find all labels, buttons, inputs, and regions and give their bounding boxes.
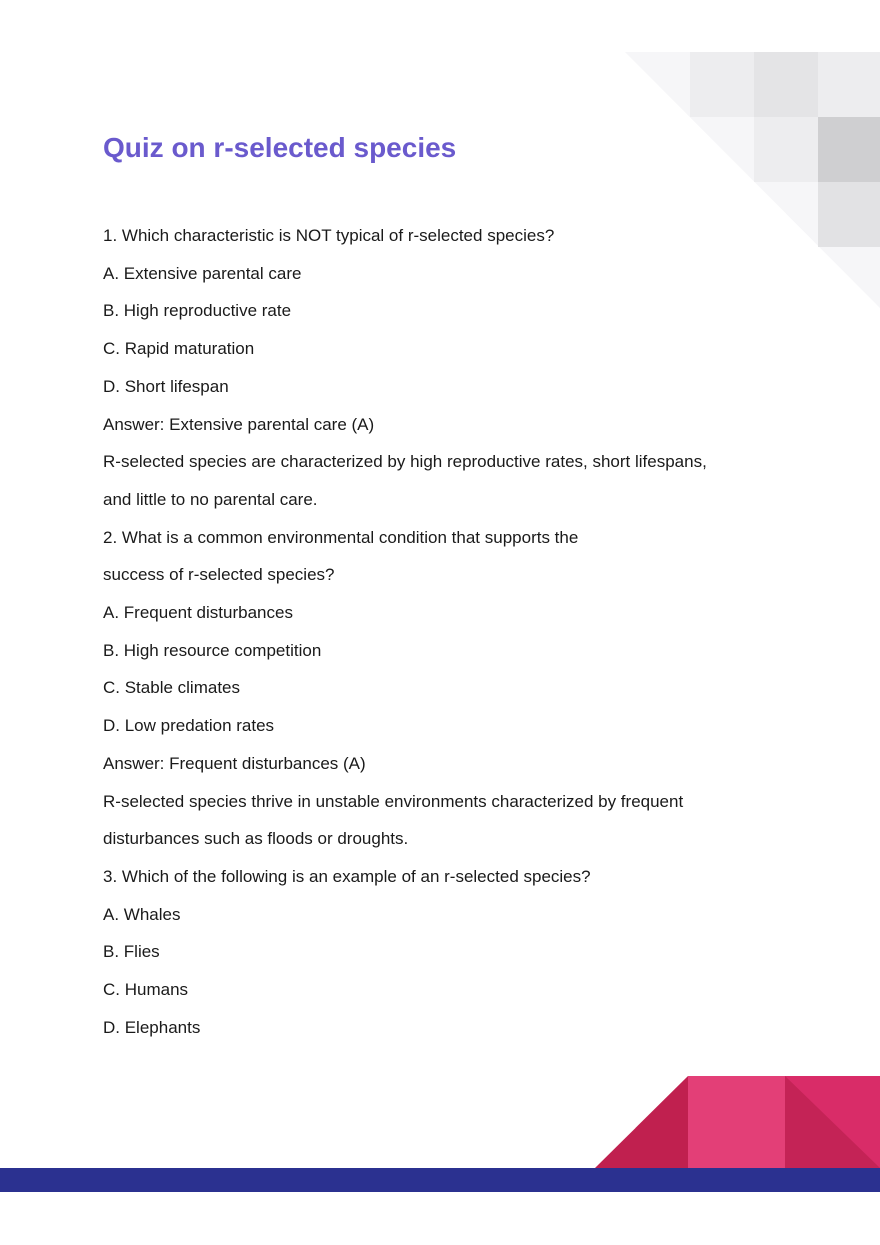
- question-3-option-d: D. Elephants: [103, 1017, 201, 1037]
- question-1-answer: Answer: Extensive parental care (A): [103, 414, 375, 434]
- bottom-corner-decoration: [0, 1060, 880, 1245]
- question-3-option-a: A. Whales: [103, 904, 181, 924]
- question-2-option-c: C. Stable climates: [103, 678, 240, 698]
- question-2-explanation: R-selected species thrive in unstable environments characterized by frequent: [103, 791, 684, 811]
- question-2-option-d: D. Low predation rates: [103, 716, 275, 736]
- question-1-text: 1. Which characteristic is NOT typical of r-selected species?: [103, 226, 555, 245]
- page-title: Quiz on r-selected species: [103, 132, 457, 163]
- question-1-option-a: A. Extensive parental care: [103, 263, 302, 283]
- question-3-option-b: B. Flies: [103, 942, 160, 962]
- question-2-text-cont: success of r-selected species?: [103, 565, 335, 585]
- question-3-option-c: C. Humans: [103, 980, 189, 1000]
- question-2-option-a: A. Frequent disturbances: [103, 603, 293, 623]
- question-1-option-d: D. Short lifespan: [103, 376, 229, 396]
- question-2-text: 2. What is a common environmental condition that supports the: [103, 527, 579, 547]
- quiz-content: [103, 217, 743, 1046]
- question-2-option-b: B. High resource competition: [103, 640, 322, 660]
- question-1-explanation: R-selected species are characterized by high reproductive rates, short lifespans,: [103, 452, 707, 472]
- question-1-option-c: C. Rapid maturation: [103, 339, 255, 359]
- question-2-explanation-cont: disturbances such as floods or droughts.: [103, 829, 409, 849]
- question-3-text: 3. Which of the following is an example of an r-selected species?: [103, 866, 591, 886]
- question-1-option-b: B. High reproductive rate: [103, 301, 292, 321]
- question-1-explanation-cont: and little to no parental care.: [103, 489, 318, 509]
- question-2-answer: Answer: Frequent disturbances (A): [103, 753, 366, 773]
- footer-bar: [0, 1168, 880, 1192]
